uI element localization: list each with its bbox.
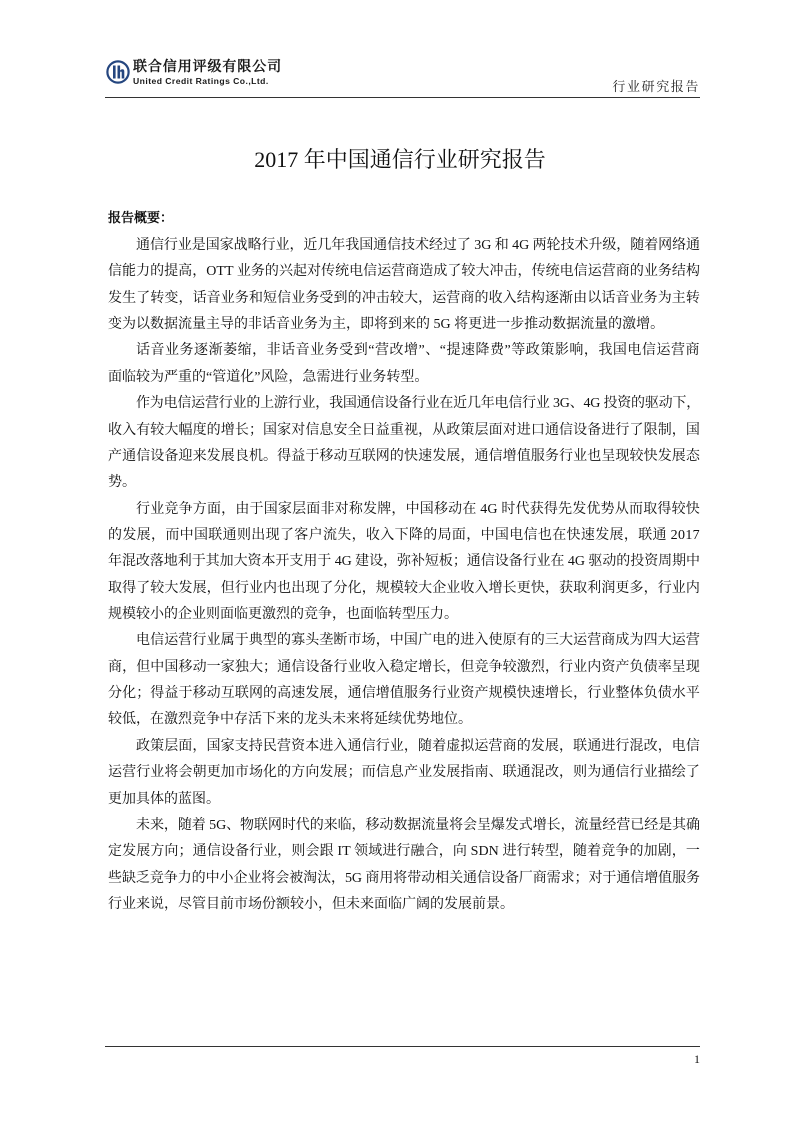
line-text: 产通信设备迎来发展良机。得益于移动互联网的快速发展，通信增值服务行业也呈现较快发展态 [108,448,700,464]
line-text: 信能力的提高，OTT 业务的兴起对传统电信运营商造成了较大冲击，传统电信运营商的业务结构 [108,264,700,280]
paragraph-line [108,523,700,549]
line-text: 定发展方向；通信设备行业，则会跟 IT 领域进行融合，向 SDN 进行转型，随着竞争的加剧，一 [108,844,700,860]
line-text: 较低，在激烈竞争中存活下来的龙头未来将延续优势地位。 [108,712,472,728]
line-text: 未来，随着 5G、物联网时代的来临，移动数据流量将会呈爆发式增长，流量经营已经是其确 [136,817,700,833]
line-text: 商，但中国移动一家独大；通信设备行业收入稳定增长，但竞争较激烈，行业内资产负债率呈现 [108,659,700,675]
line-text: 收入有较大幅度的增长；国家对信息安全日益重视，从政策层面对进口通信设备进行了限制，国 [108,422,700,438]
paragraph-line [108,338,700,364]
summary-paragraph [108,734,700,813]
page-number: 1 [694,1052,700,1066]
company-logo-icon [106,60,130,84]
paragraph-line [108,391,700,417]
paragraph-line [108,418,700,444]
line-text: 取得了较大发展，但行业内也出现了分化，规模较大企业收入增长更快，获取利润更多，行业内 [108,580,700,596]
line-text: 更加具体的蓝图。 [108,791,220,807]
summary-paragraph [108,233,700,338]
paragraph-line [108,602,700,628]
line-text: 运营行业将会朝更加市场化的方向发展；而信息产业发展指南、联通混改，则为通信行业描绘了 [108,765,700,781]
line-text: 些缺乏竞争力的中小企业将会被淘汰，5G 商用将带动相关通信设备厂商需求；对于通信增值服务 [108,870,700,886]
paragraph-line [108,549,700,575]
line-text: 电信运营行业属于典型的寡头垄断市场，中国广电的进入使原有的三大运营商成为四大运营 [136,633,700,649]
paragraph-line [108,576,700,602]
company-name-en: United Credit Ratings Co.,Ltd. [133,76,269,86]
line-text: 的发展，而中国联通则出现了客户流失，收入下降的局面，中国电信也在快速发展，联通 2017 [108,527,700,543]
line-text: 规模较小的企业则面临更激烈的竞争，也面临转型压力。 [108,607,458,623]
paragraph-line [108,365,700,391]
company-name-cn: 联合信用评级有限公司 [133,58,282,74]
header-rule [105,97,700,98]
line-text: 年混改落地利于其加大资本开支用于 4G 建设，弥补短板；通信设备行业在 4G 驱动的投资周期中 [108,554,701,570]
line-text: 变为以数据流量主导的非话音业务为主，即将到来的 5G 将更进一步推动数据流量的激增。 [108,317,665,333]
paragraph-line [108,866,700,892]
paragraph-line [108,286,700,312]
summary-paragraph [108,391,700,496]
line-text: 话音业务逐渐萎缩，非话音业务受到“营改增”、“提速降费”等政策影响，我国电信运营商 [136,343,700,359]
paragraph-line [108,760,700,786]
paragraph-line [108,839,700,865]
summary-heading: 报告概要： [108,210,174,225]
summary-paragraph [108,628,700,733]
paragraph-line [108,655,700,681]
paragraph-line [108,813,700,839]
summary-body [108,233,700,918]
footer-rule [105,1046,700,1047]
paragraph-line [108,787,700,813]
paragraph-line [108,707,700,733]
summary-paragraph [108,338,700,391]
line-text: 政策层面，国家支持民营资本进入通信行业，随着虚拟运营商的发展，联通进行混改，电信 [136,738,700,754]
line-text: 势。 [108,475,136,491]
summary-paragraph [108,813,700,918]
paragraph-line [108,470,700,496]
paragraph-line [108,628,700,654]
line-text: 发生了转变，话音业务和短信业务受到的冲击较大，运营商的收入结构逐渐由以话音业务为主转 [108,290,700,306]
line-text: 分化；得益于移动互联网的高速发展，通信增值服务行业资产规模快速增长，行业整体负债水平 [108,686,700,702]
report-type-label: 行业研究报告 [612,79,700,94]
line-text: 面临较为严重的“管道化”风险，急需进行业务转型。 [108,369,429,385]
paragraph-line [108,233,700,259]
summary-paragraph [108,497,700,629]
line-text: 通信行业是国家战略行业，近几年我国通信技术经过了 3G 和 4G 两轮技术升级，随着网络通 [136,238,700,253]
report-title: 2017 年中国通信行业研究报告 [254,147,546,172]
paragraph-line [108,444,700,470]
line-text: 行业来说，尽管目前市场份额较小，但未来面临广阔的发展前景。 [108,896,514,912]
paragraph-line [108,259,700,285]
line-text: 作为电信运营行业的上游行业，我国通信设备行业在近几年电信行业 3G、4G 投资的驱动下， [136,396,701,412]
paragraph-line [108,892,700,918]
paragraph-line [108,681,700,707]
paragraph-line [108,497,700,523]
paragraph-line [108,734,700,760]
line-text: 行业竞争方面，由于国家层面非对称发牌，中国移动在 4G 时代获得先发优势从而取得较快 [136,501,700,517]
paragraph-line [108,312,700,338]
